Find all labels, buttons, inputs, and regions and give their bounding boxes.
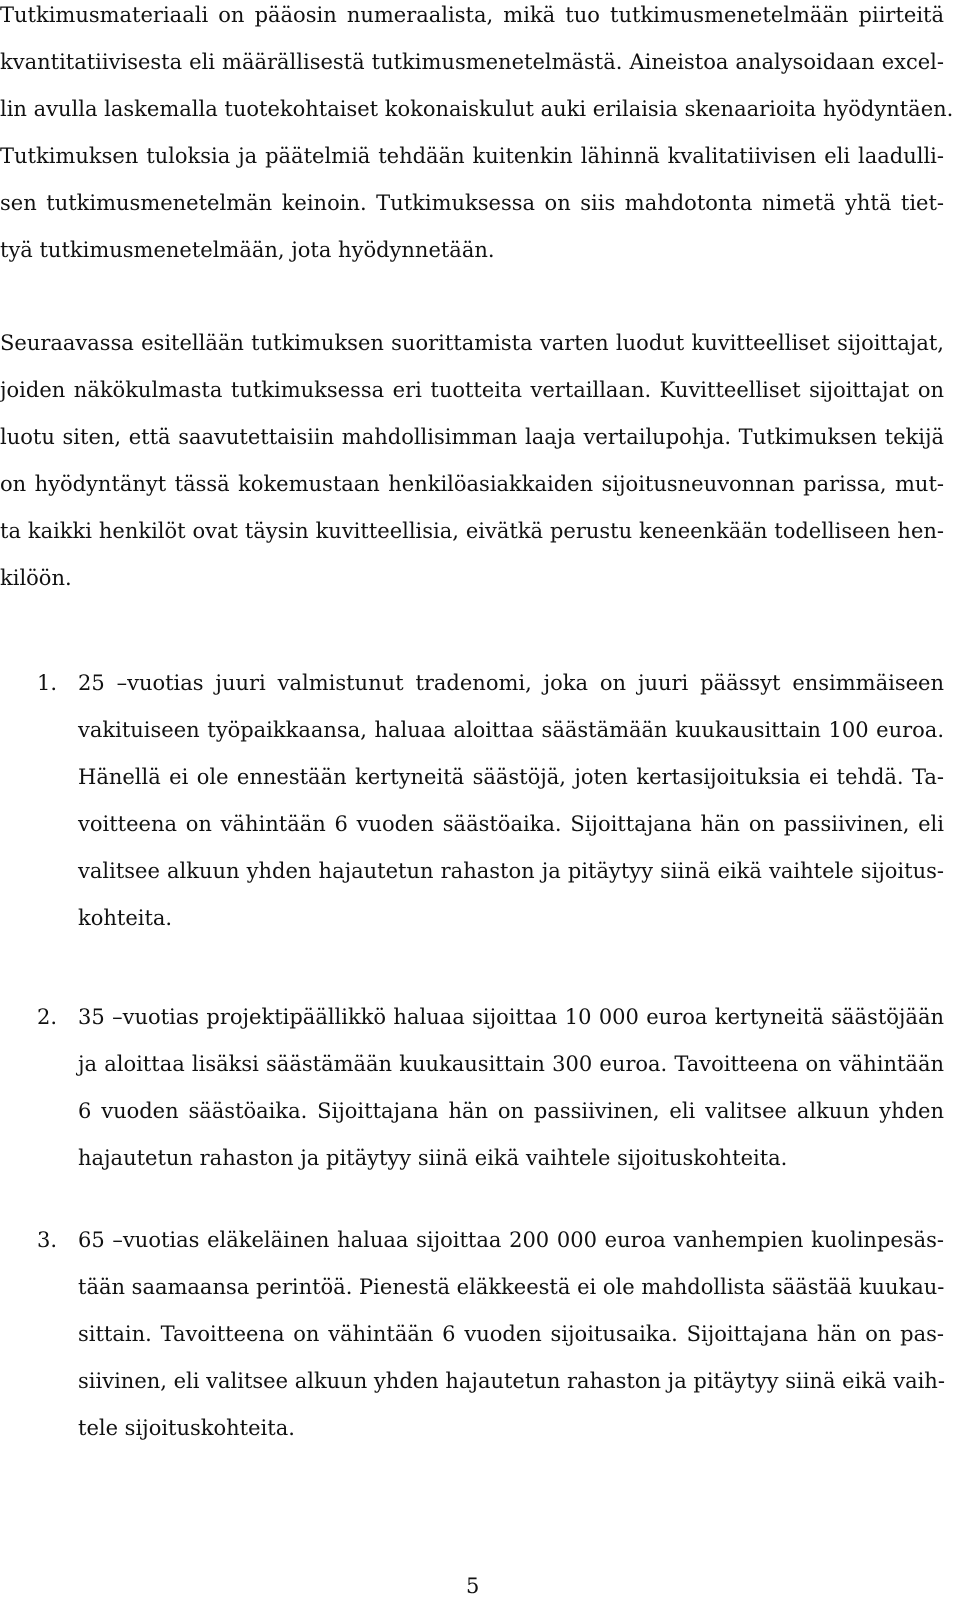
text-line: sittain. Tavoitteena on vähintään 6 vuoden sijoitusaika. Sijoittajana hän on pas- <box>78 1322 944 1346</box>
text-line: vakituiseen työpaikkaansa, haluaa aloittaa säästämään kuukausittain 100 euroa. <box>78 718 944 742</box>
text-line: lin avulla laskemalla tuotekohtaiset kokonaiskulut auki erilaisia skenaarioita hyödyntäen. <box>0 97 954 121</box>
list-item-text <box>78 660 944 942</box>
text-line: tele sijoituskohteita. <box>78 1416 295 1440</box>
text-line: siivinen, eli valitsee alkuun yhden hajautetun rahaston ja pitäytyy siinä eikä vaih- <box>78 1369 945 1393</box>
text-line: Tutkimuksen tuloksia ja päätelmiä tehdään kuitenkin lähinnä kvalitatiivisen eli laadulli- <box>0 144 944 168</box>
intro-paragraph <box>0 0 954 274</box>
text-line: 6 vuoden säästöaika. Sijoittajana hän on passiivinen, eli valitsee alkuun yhden <box>78 1099 944 1123</box>
list-number: 1. <box>37 671 58 695</box>
list-item-text <box>78 994 944 1182</box>
text-line: Tutkimusmateriaali on pääosin numeraalista, mikä tuo tutkimusmenetelmään piirteitä <box>0 3 944 27</box>
text-line: luotu siten, että saavutettaisiin mahdollisimman laaja vertailupohja. Tutkimuksen tekijä <box>0 425 944 449</box>
list-number: 2. <box>37 1005 58 1029</box>
text-line: 25 –vuotias juuri valmistunut tradenomi, joka on juuri päässyt ensimmäiseen <box>78 671 944 695</box>
text-line: sen tutkimusmenetelmän keinoin. Tutkimuksessa on siis mahdotonta nimetä yhtä tiet- <box>0 191 944 215</box>
text-line: tään saamaansa perintöä. Pienestä eläkkeestä ei ole mahdollista säästää kuukau- <box>78 1275 945 1299</box>
page-number: 5 <box>466 1574 480 1598</box>
text-line: valitsee alkuun yhden hajautetun rahaston ja pitäytyy siinä eikä vaihtele sijoitus- <box>78 859 944 883</box>
text-line: on hyödyntänyt tässä kokemustaan henkilöasiakkaiden sijoitusneuvonnan parissa, mut- <box>0 472 944 496</box>
text-line: hajautetun rahaston ja pitäytyy siinä eikä vaihtele sijoituskohteita. <box>78 1146 788 1170</box>
text-line: 35 –vuotias projektipäällikkö haluaa sijoittaa 10 000 euroa kertyneitä säästöjään <box>78 1005 944 1029</box>
list-item-text <box>78 1217 944 1452</box>
text-line: voitteena on vähintään 6 vuoden säästöaika. Sijoittajana hän on passiivinen, eli <box>78 812 944 836</box>
text-line: joiden näkökulmasta tutkimuksessa eri tuotteita vertaillaan. Kuvitteelliset sijoittajat on <box>0 378 944 402</box>
text-line: ja aloittaa lisäksi säästämään kuukausittain 300 euroa. Tavoitteena on vähintään <box>78 1052 944 1076</box>
text-line: kilöön. <box>0 566 72 590</box>
text-line: kvantitatiivisesta eli määrällisestä tutkimusmenetelmästä. Aineistoa analysoidaan excel- <box>0 50 944 74</box>
text-line: 65 –vuotias eläkeläinen haluaa sijoittaa 200 000 euroa vanhempien kuolinpesäs- <box>78 1228 944 1252</box>
text-line: tyä tutkimusmenetelmään, jota hyödynnetään. <box>0 238 495 262</box>
text-line: Hänellä ei ole ennestään kertyneitä säästöjä, joten kertasijoituksia ei tehdä. Ta- <box>78 765 944 789</box>
text-line: Seuraavassa esitellään tutkimuksen suorittamista varten luodut kuvitteelliset sijoittajat, <box>0 331 944 355</box>
text-line: kohteita. <box>78 906 173 930</box>
text-line: ta kaikki henkilöt ovat täysin kuvitteellisia, eivätkä perustu keneenkään todelliseen hen- <box>0 519 944 543</box>
investors-intro-paragraph <box>0 320 944 602</box>
list-number: 3. <box>37 1228 58 1252</box>
